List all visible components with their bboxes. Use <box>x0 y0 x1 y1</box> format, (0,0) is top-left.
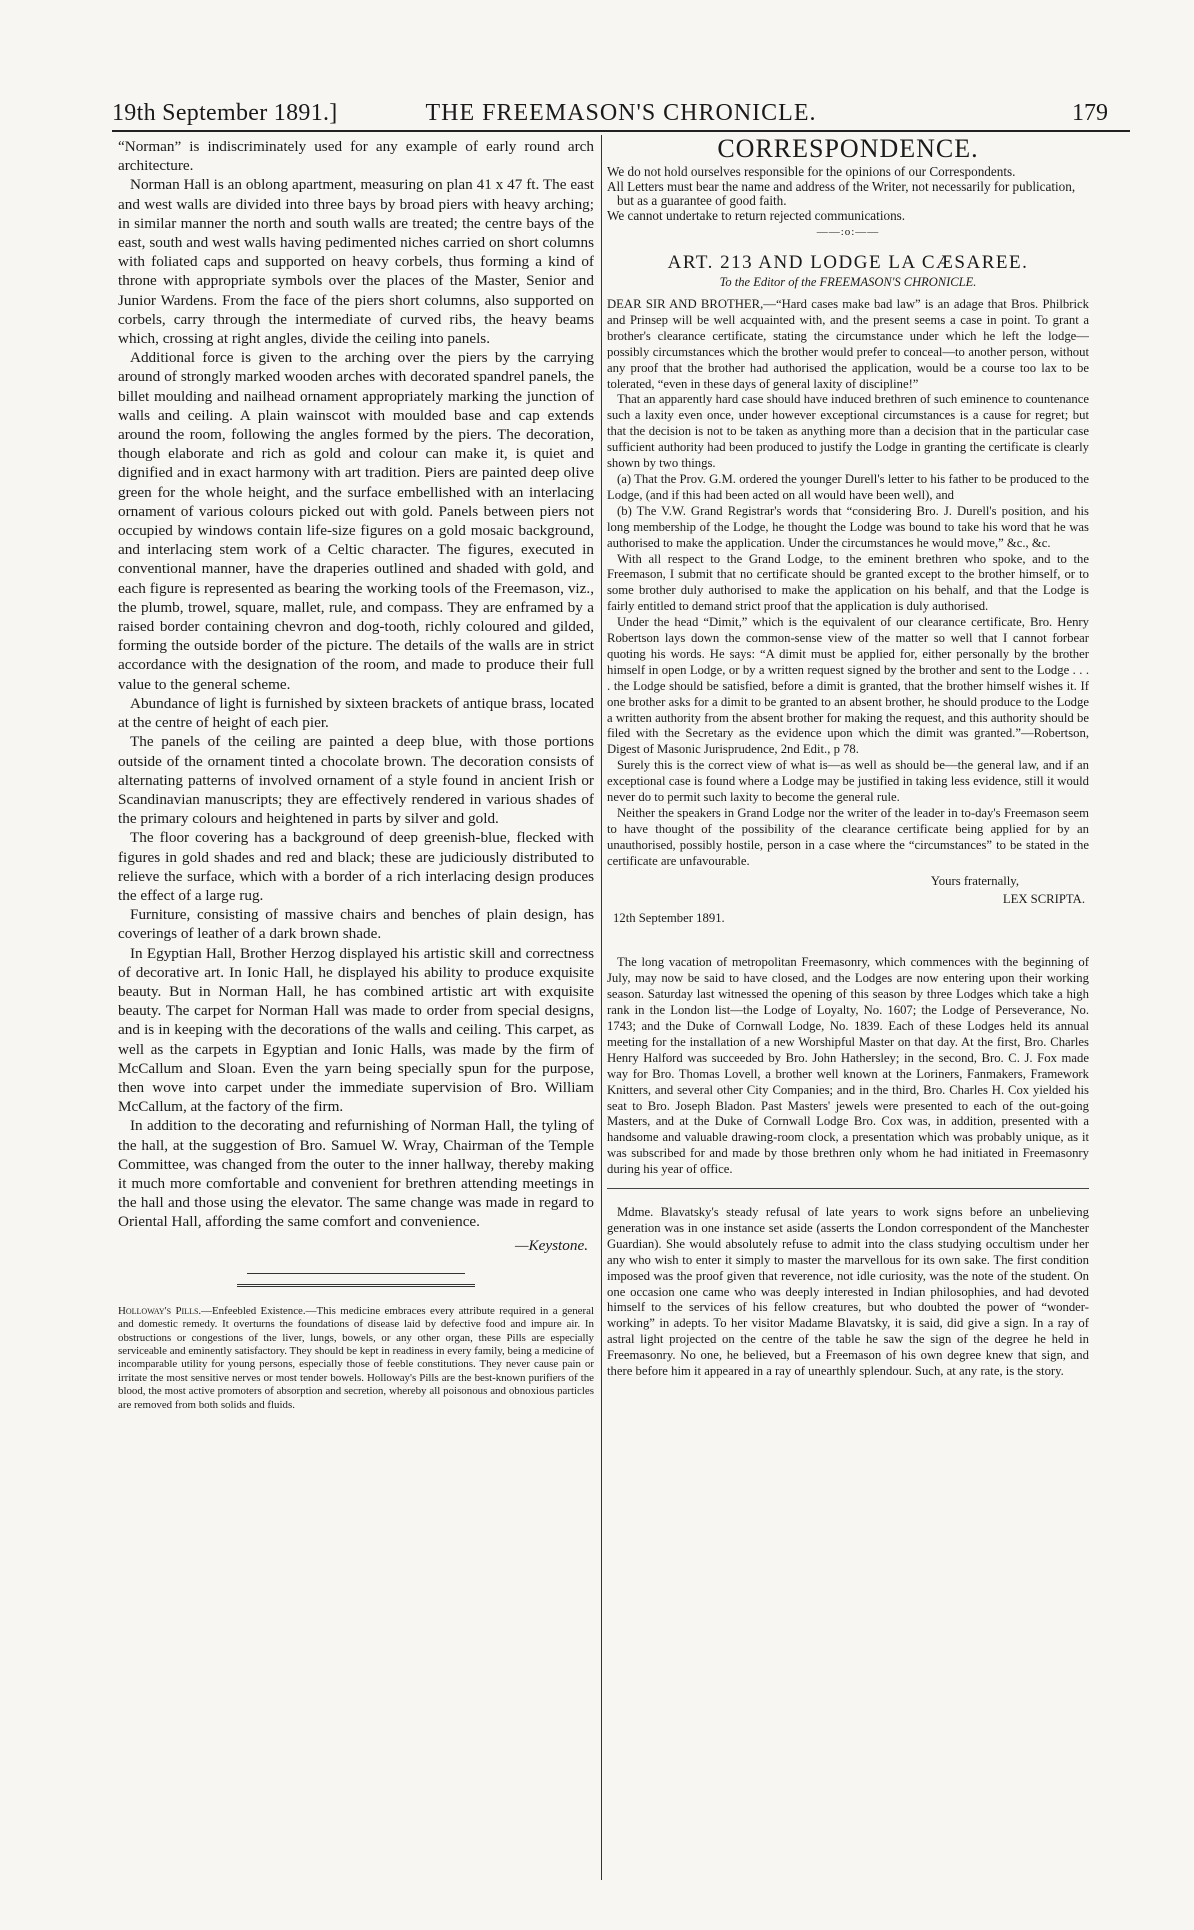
left-paragraph: “Norman” is indiscriminately used for any example of early round arch architecture. <box>118 138 594 175</box>
letter-paragraph: Neither the speakers in Grand Lodge nor the writer of the leader in to-day's Freemason seem to have thought of the possibility of the clearance certificate being applied for by an unauthorised, possibly hostile, person in a case where the “circumstances” to be stated in the certificate are unfavourable. <box>607 806 1089 868</box>
left-paragraph: In Egyptian Hall, Brother Herzog displayed his artistic skill and correctness of decorative art. In Ionic Hall, he displayed his ability to produce exquisite beauty. But in Norman Hall, he has combined artistic art with exquisite beauty. The carpet for Norman Hall was made to order from special designs, and is in keeping with the decorations of the walls and ceiling. This carpet, as well as the carpets in Egyptian and Ionic Halls, was made by the firm of McCallum and Sloan. Even the yarn being specially spun for the purpose, then wove into carpet under the immediate supervision of Bro. William McCallum, at the factory of the firm. <box>118 944 594 1116</box>
letter-date: 12th September 1891. <box>613 911 725 926</box>
letter-paragraph: That an apparently hard case should have induced brethren of such eminence to countenance such a laxity even once, under however exceptional circumstances is a cause for regret; but that the decision is not to be taken as anything more than a decision that in the particular case sufficient authority had been produced to justify the Lodge in granting the certificate is clearly shown by two things. <box>607 392 1089 471</box>
header-title: THE FREEMASON'S CHRONICLE. <box>425 100 817 126</box>
letter-paragraph: With all respect to the Grand Lodge, to the eminent brethren who spoke, and to the Freemason, I submit that no certificate should be granted except to the brother himself, or to some brother duly authorised to make the application on his behalf, and that the Lodge is fairly entitled to demand strict proof that the application is duly authorised. <box>607 551 1089 614</box>
left-paragraph: Norman Hall is an oblong apartment, measuring on plan 41 x 47 ft. The east and west walls are divided into three bays by broad piers with heavy arching; in similar manner the north and south walls are treated; the centre bays of the east, south and west walls having pedimented niches carried on short columns with foliated caps and supported on heavy corbels, thus forming a kind of throne with appropriate symbols over the places of the Master, Senior and Junior Wardens. From the face of the piers short columns, also supported on corbels, carry through the intermediate of curved ribs, the heavy beams which, crossing at right angles, divide the ceiling into panels. <box>118 176 594 348</box>
article-title: ART. 213 AND LODGE LA CÆSAREE. <box>667 252 1029 274</box>
disclaimer-line: All Letters must bear the name and address of the Writer, not necessarily for publication, but as a guarantee of good faith. <box>607 178 1076 209</box>
letter-paragraph: (b) The V.W. Grand Registrar's words that “considering Bro. J. Durell's position, and his long membership of the Lodge, he thought the Lodge was bound to take his word that he was authorised to make the application. Under the circumstances he would move,” &c., &c. <box>607 503 1089 550</box>
header-page-number: 179 <box>1072 100 1108 126</box>
letter-paragraph: Under the head “Dimit,” which is the equivalent of our clearance certificate, Bro. Henry Robertson lays down the common-sense view of the matter so well that I cannot forbear quoting his words. He says: “A dimit must be applied for, either personally by the brother himself in open Lodge, or by a written request signed by the brother and sent to the Lodge . . . . the Lodge should be satisfied, before a dimit is granted, that the brother himself wishes it. If one brother asks for a dimit to be granted to an absent brother, he should produce to the Lodge a written authority from the absent brother for making the request, and this authority should be filed with the Secretary as the evidence upon which the dimit was granted.”—Robertson, Digest of Masonic Jurisprudence, 2nd Edit., p 78. <box>607 615 1089 757</box>
letter-closing: Yours fraternally, <box>930 873 1019 888</box>
right-column <box>607 134 1089 1380</box>
left-column <box>118 137 594 1412</box>
left-paragraph: Abundance of light is furnished by sixteen brackets of antique brass, located at the centre of height of each pier. <box>118 694 594 732</box>
left-paragraph: The panels of the ceiling are painted a deep blue, with those portions outside of the ornament tinted a chocolate brown. The decoration consists of alternating patterns of involved ornament of a style found in ancient Irish or Scandinavian manuscripts; they are effectively rendered in various shades of the primary colours and heightened in parts by silver and gold. <box>118 733 594 828</box>
header-date: 19th September 1891.] <box>112 100 338 126</box>
news-paragraph: Mdme. Blavatsky's steady refusal of late years to work signs before an unbelieving generation was in one instance set aside (asserts the London correspondent of the Manchester Guardian). She would absolutely refuse to admit into the class studying occultism under her any who wish to enter it simply to master the marvellous for its own sake. The first condition imposed was the proof given that reverence, not idle curiosity, was the note of the student. On one occasion one came who was deeply interested in Indian philosophies, and had devoted himself to the services of his fellow creatures, but who doubted the power of “wonder-working” in adepts. To her visitor Madame Blavatsky, it is said, did give a sign. In a ray of astral light projected on the centre of the table he saw the sign of the degree he held in Freemasonry. No one, he believed, but a Freemason of his own degree knew that sign, and there before him it appeared in a ray of unearthly splendour. Such, at any rate, is the story. <box>607 1205 1089 1379</box>
advert-lead: Holloway's Pills. <box>118 1304 202 1317</box>
disclaimer-line: We do not hold ourselves responsible for the opinions of our Correspondents. <box>607 163 1016 179</box>
news-paragraph: The long vacation of metropolitan Freemasonry, which commences with the beginning of July, may now be said to have closed, and the Lodges are now entering upon their working season. Saturday last witnessed the opening of this season by three Lodges which take a high rank in the London list—the Lodge of Loyalty, No. 1607; the Lodge of Perseverance, No. 1743; and the Duke of Cornwall Lodge, No. 1839. Each of these Lodges held its annual meeting for the installation of a new Worshipful Master on that day. At the first, Bro. Charles Henry Halford was succeeded by Bro. John Hathersley; in the second, Bro. C. J. Fox made way for Bro. Thomas Lovell, a brother well known at the Loriners, Fanmakers, Framework Knitters, and several other City Companies; and in the third, Bro. Charles H. Cox yielded his seat to Bro. Joseph Bladon. Past Masters' jewels were presented to each of the out-going Masters, and at the Duke of Cornwall Lodge Bro. Cox was, in addition, presented with a handsome and valuable drawing-room clock, a presentation which was probably unique, as it was subscribed for and made by those brethren only whom he had initiated in Freemasonry during his year of office. <box>607 955 1089 1177</box>
correspondence-title: CORRESPONDENCE. <box>717 134 979 163</box>
section-rule <box>247 1273 466 1274</box>
letter-paragraph: (a) That the Prov. G.M. ordered the younger Durell's letter to his father to be produced to the Lodge, (and if this had been acted on all would have been well), and <box>607 471 1089 502</box>
disclaimer-line: We cannot undertake to return rejected communications. <box>607 207 906 223</box>
holloway-advert <box>118 1305 594 1412</box>
left-paragraph: The floor covering has a background of deep greenish-blue, flecked with figures in gold shades and red and black; these are judiciously distributed to relieve the surface, which with a border of a rich interlacing design produces the effect of a large rug. <box>118 829 594 904</box>
header-rule <box>112 130 1130 132</box>
news-rule <box>607 1188 1089 1189</box>
page-header <box>112 96 1130 130</box>
advert-body: —Enfeebled Existence.—This medicine embraces every attribute required in a general and domestic remedy. It overturns the foundations of disease laid by defective food and impure air. In obstructions or congestions of the liver, lungs, bowels, or any other organ, these Pills are especially serviceable and eminently satisfactory. They should be kept in readiness in every family, being a medicine of incomparable utility for young persons, especially those of feeble constitutions. They never cause pain or irritate the most sensitive nerves or most tender bowels. Holloway's Pills are the best-known purifiers of the blood, the most active promoters of absorption and secretion, whereby all poisonous and obnoxious particles are removed from both solids and fluids. <box>118 1304 595 1411</box>
column-divider <box>601 135 602 1880</box>
letter-paragraph: Surely this is the correct view of what is—as well as should be—the general law, and if an exceptional case is found where a Lodge may be justified in taking less evidence, still it would never do to permit such laxity to become the general rule. <box>607 758 1089 805</box>
to-editor-line: To the Editor of the FREEMASON'S CHRONICLE. <box>719 275 977 290</box>
left-paragraph: Furniture, consisting of massive chairs and benches of plain design, has coverings of leather of a dark brown shade. <box>118 906 594 943</box>
letter-signature: LEX SCRIPTA. <box>1002 891 1085 906</box>
left-paragraph: Additional force is given to the arching over the piers by the carrying around of strongly marked wooden arches with decorated spandrel panels, the billet moulding and nailhead ornament appropriately marking the junction of walls and ceiling. A plain wainscot with moulded base and cap extends around the room, following the angles formed by the piers. The decoration, though elaborate and rich as gold and colour can make it, is quiet and dignified and in exact harmony with art tradition. Piers are painted deep olive green for the whole height, and the surface embellished with an interlacing ornament of various colours picked out with gold. Panels between piers not occupied by windows contain life-size figures on a gold mosaic background, and interlacing stem work of a Celtic character. The figures, executed in conventional manner, have the draperies outlined and shaded with gold, and each figure is represented as bearing the working tools of the Freemason, viz., the plumb, trowel, square, mallet, rule, and compass. They are enframed by a raised border containing chevron and dog-tooth, richly coloured and gilded, forming the outside border of the picture. The details of the walls are in strict accordance with the designation of the room, and made to produce their full value to the general scheme. <box>118 349 594 693</box>
left-paragraph: In addition to the decorating and refurnishing of Norman Hall, the tyling of the hall, at the suggestion of Bro. Samuel W. Wray, Chairman of the Temple Committee, was changed from the outer to the inner hallway, thereby making it much more comfortable and convenient for brethren attending meetings in the hall and those using the elevator. The same change was made in regard to Oriental Hall, affording the same comfort and convenience. <box>118 1117 594 1231</box>
keystone-signature: —Keystone. <box>515 1236 588 1254</box>
letter-paragraph: DEAR SIR AND BROTHER,—“Hard cases make bad law” is an adage that Bros. Philbrick and Prinsep will be well acquainted with, and the present seems a case in point. To grant a brother's clearance certificate, stating the circumstance under which he left the lodge—possibly circumstances which the brother would prefer to conceal—to another person, without any proof that the brother had authorised the application, would be a course too lax to be tolerated, “even in these days of general laxity of discipline!” <box>607 297 1089 391</box>
section-double-rule <box>237 1284 475 1287</box>
ornament-divider: ——:o:—— <box>816 226 880 239</box>
